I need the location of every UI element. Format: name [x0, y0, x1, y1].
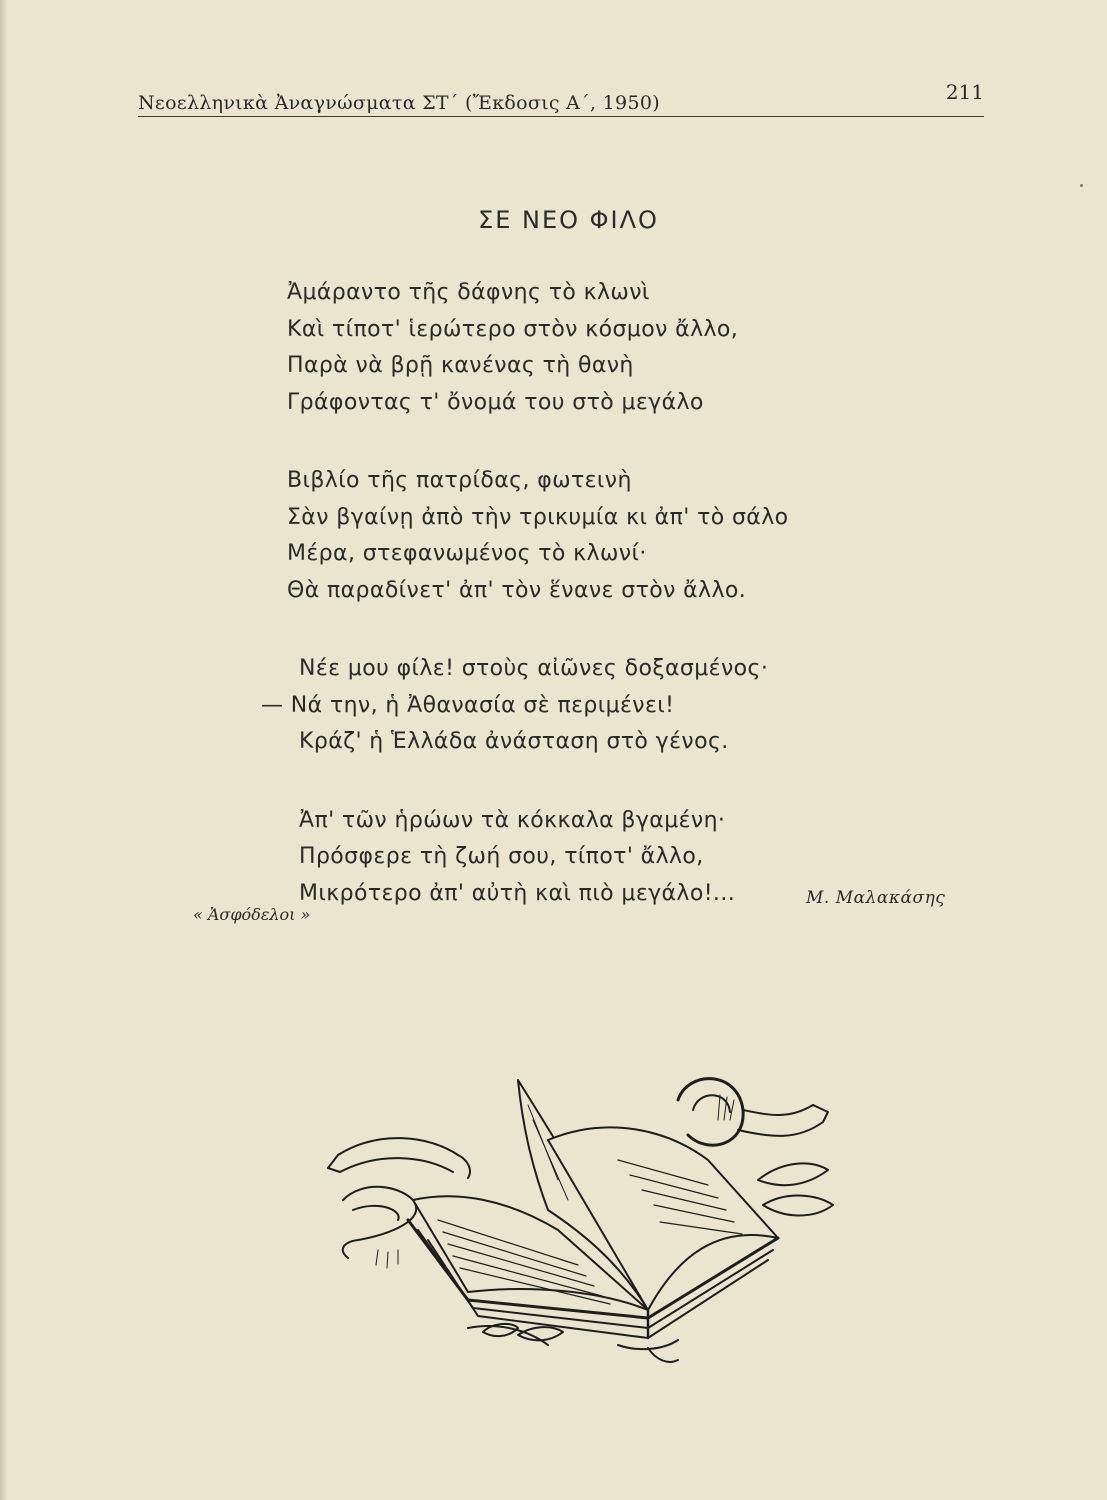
running-header — [138, 80, 984, 118]
poem-line: Γράφοντας τ' ὄνομά του στὸ μεγάλο — [287, 389, 704, 415]
poem-line: Ἀπ' τῶν ἡρώων τὰ κόκκαλα βγαμένη· — [299, 807, 726, 833]
stanza-3 — [261, 651, 927, 761]
poem-line: — Νά την, ἡ Ἀθανασία σὲ περιμένει! — [261, 692, 675, 718]
header-rule — [138, 116, 984, 117]
poem-title: ΣΕ ΝΕΟ ΦΙΛΟ — [478, 206, 659, 234]
stanza-1 — [287, 275, 927, 421]
poem-line: Σὰν βγαίνῃ ἀπὸ τὴν τρικυμία κι ἀπ' τὸ σάλο — [287, 504, 789, 530]
poem-line: Πρόσφερε τὴ ζωή σου, τίποτ' ἄλλο, — [299, 844, 704, 869]
poem-line: Μέρα, στεφανωμένος τὸ κλωνί· — [287, 541, 647, 566]
poem-line: Νέε μου φίλε! στοὺς αἰῶνες δοξασμένος· — [299, 656, 769, 681]
poem-line: Μικρότερο ἀπ' αὐτὴ καὶ πιὸ μεγάλο!... — [299, 880, 736, 906]
poem-line: Καὶ τίποτ' ἱερώτερο στὸν κόσμον ἄλλο, — [287, 316, 739, 342]
page-number: 211 — [945, 80, 984, 104]
running-title: Νεοελληνικὰ Ἀναγνώσματα ΣΤ΄ (Ἔκδοσις Α΄, 1950) — [138, 92, 660, 114]
poem-author: Μ. Μαλακάσης — [806, 888, 946, 908]
poem-line: Παρὰ νὰ βρῇ κανένας τὴ θανὴ — [287, 353, 634, 378]
poem-line: Θὰ παραδίνετ' ἀπ' τὸν ἕνανε στὸν ἄλλο. — [287, 577, 747, 603]
poem-source: « Ἀσφόδελοι » — [193, 905, 311, 924]
open-book-ribbon-laurel-icon — [318, 1060, 838, 1370]
poem-line: Βιβλίο τῆς πατρίδας, φωτεινὴ — [287, 468, 632, 493]
stanza-2 — [287, 463, 927, 609]
poem-body — [261, 275, 927, 954]
paper-speck — [1080, 184, 1083, 187]
poem-line: Ἀμάραντο τῆς δάφνης τὸ κλωνὶ — [287, 280, 650, 305]
poem-line: Κράζ' ἡ Ἑλλάδα ἀνάσταση στὸ γένος. — [299, 729, 729, 754]
